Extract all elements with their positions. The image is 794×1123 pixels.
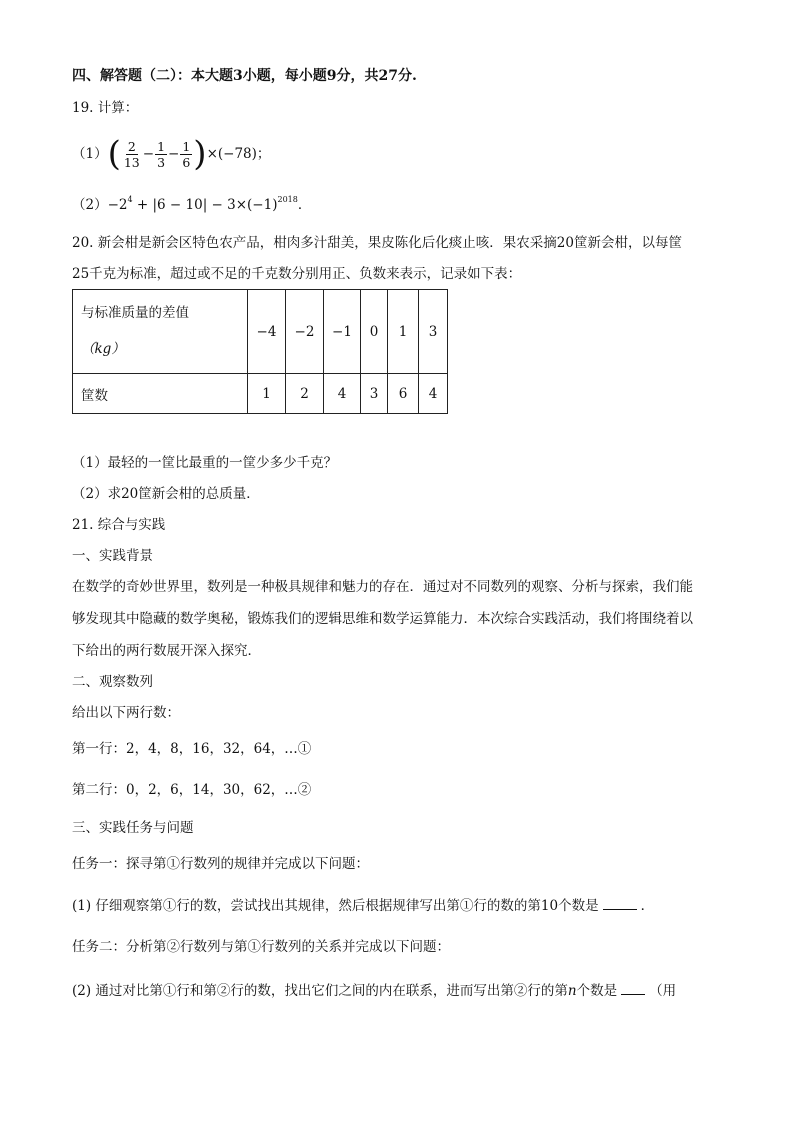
task1-question-text: (1) 仔细观察第①行的数，尝试找出其规律，然后根据规律写出第①行的数的第10个数是 [72, 898, 599, 914]
table-header-diff [73, 290, 248, 374]
q19-p1-tail: ×(−78)； [206, 146, 271, 162]
table-cell: 3 [419, 290, 448, 374]
task1-question-end: ． [640, 898, 655, 914]
fraction-1-3 [155, 139, 167, 170]
q20-sub2: （2）求20筐新会柑的总质量． [72, 486, 260, 502]
table-cell: −1 [324, 290, 361, 374]
section-title: 四、解答题（二）：本大题3小题，每小题9分，共27分. [72, 68, 417, 84]
table-row-diff [73, 290, 448, 374]
table-cell: 1 [248, 374, 286, 414]
table-cell: 2 [286, 374, 324, 414]
fraction-2-13 [122, 139, 142, 170]
exponent: 4 [127, 195, 133, 204]
table-cell: 6 [388, 374, 419, 414]
minus-sign: − [168, 146, 180, 162]
variable-n: n [567, 983, 577, 999]
q20-line1: 20. 新会柑是新会区特色农产品，柑肉多汁甜美，果皮陈化后化痰止咳．果农采摘20筐新会柑，以每筐 [72, 235, 682, 251]
table-row-count [73, 374, 448, 414]
q21-background-line2: 够发现其中隐藏的数学奥秘，锻炼我们的逻辑思维和数学运算能力．本次综合实践活动，我们将围绕着以 [72, 611, 693, 627]
right-paren: ) [193, 134, 207, 174]
task2-question-text-b: 个数是 [576, 983, 618, 999]
table-cell: 4 [324, 374, 361, 414]
table-header-count: 筐数 [73, 374, 248, 414]
table-header-unit: （kg） [81, 340, 125, 357]
table-cell: 3 [361, 374, 388, 414]
q21-given: 给出以下两行数： [72, 705, 180, 721]
q19-part2 [72, 195, 311, 217]
table-cell: 1 [388, 290, 419, 374]
q19-label: 19. 计算： [72, 100, 139, 116]
table-cell: 0 [361, 290, 388, 374]
q21-heading-3: 三、实践任务与问题 [72, 820, 194, 836]
q21-task2-question [72, 980, 676, 1001]
table-cell: 4 [419, 374, 448, 414]
q19-p2-end: ． [297, 197, 312, 213]
task2-question-end: （用 [649, 983, 677, 999]
frac-den: 3 [157, 154, 166, 170]
q21-heading-1: 一、实践背景 [72, 548, 153, 564]
q21-task2: 任务二：分析第②行数列与第①行数列的关系并完成以下问题： [72, 939, 450, 955]
q21-label: 21. 综合与实践 [72, 517, 166, 533]
fraction-1-6 [180, 139, 192, 170]
task2-question-text: (2) 通过对比第①行和第②行的数，找出它们之间的内在联系，进而写出第②行的第 [72, 983, 568, 999]
q21-heading-2: 二、观察数列 [72, 674, 153, 690]
q21-background-line3: 下给出的两行数展开深入探究． [72, 643, 261, 659]
q21-task1-question [72, 895, 654, 916]
q19-p1-prefix: （1） [72, 146, 108, 162]
q19-p2-prefix: （2） [72, 197, 108, 213]
q19-p2-a: −2 [107, 197, 128, 213]
answer-blank[interactable] [621, 980, 645, 995]
frac-num: 2 [127, 138, 136, 154]
minus-sign: − [142, 146, 155, 162]
q19-part1 [72, 132, 270, 176]
table-cell: −2 [286, 290, 324, 374]
left-paren: ( [107, 134, 121, 174]
q21-sequence-row2: 第二行：0，2，6，14，30，62，…② [72, 782, 312, 798]
q20-line2: 25千克为标准，超过或不足的千克数分别用正、负数来表示，记录如下表： [72, 266, 522, 282]
frac-num: 1 [157, 138, 166, 154]
q21-task1: 任务一：探寻第①行数列的规律并完成以下问题： [72, 856, 369, 872]
frac-den: 13 [123, 154, 140, 170]
frac-num: 1 [182, 138, 191, 154]
q20-sub1: （1）最轻的一筐比最重的一筐少多少千克？ [72, 455, 338, 471]
answer-blank[interactable] [603, 895, 637, 910]
weight-table [72, 289, 448, 414]
q21-background-line1: 在数学的奇妙世界里，数列是一种极具规律和魅力的存在．通过对不同数列的观察、分析与探索，我们能 [72, 579, 693, 595]
table-cell: −4 [248, 290, 286, 374]
exponent: 2018 [277, 195, 298, 204]
q21-sequence-row1: 第一行：2，4，8，16，32，64，…① [72, 741, 312, 757]
q19-p2-b: + |6 − 10| − 3×(−1) [132, 197, 278, 213]
table-header-diff-label: 与标准质量的差值 [81, 304, 189, 321]
frac-den: 6 [182, 154, 191, 170]
